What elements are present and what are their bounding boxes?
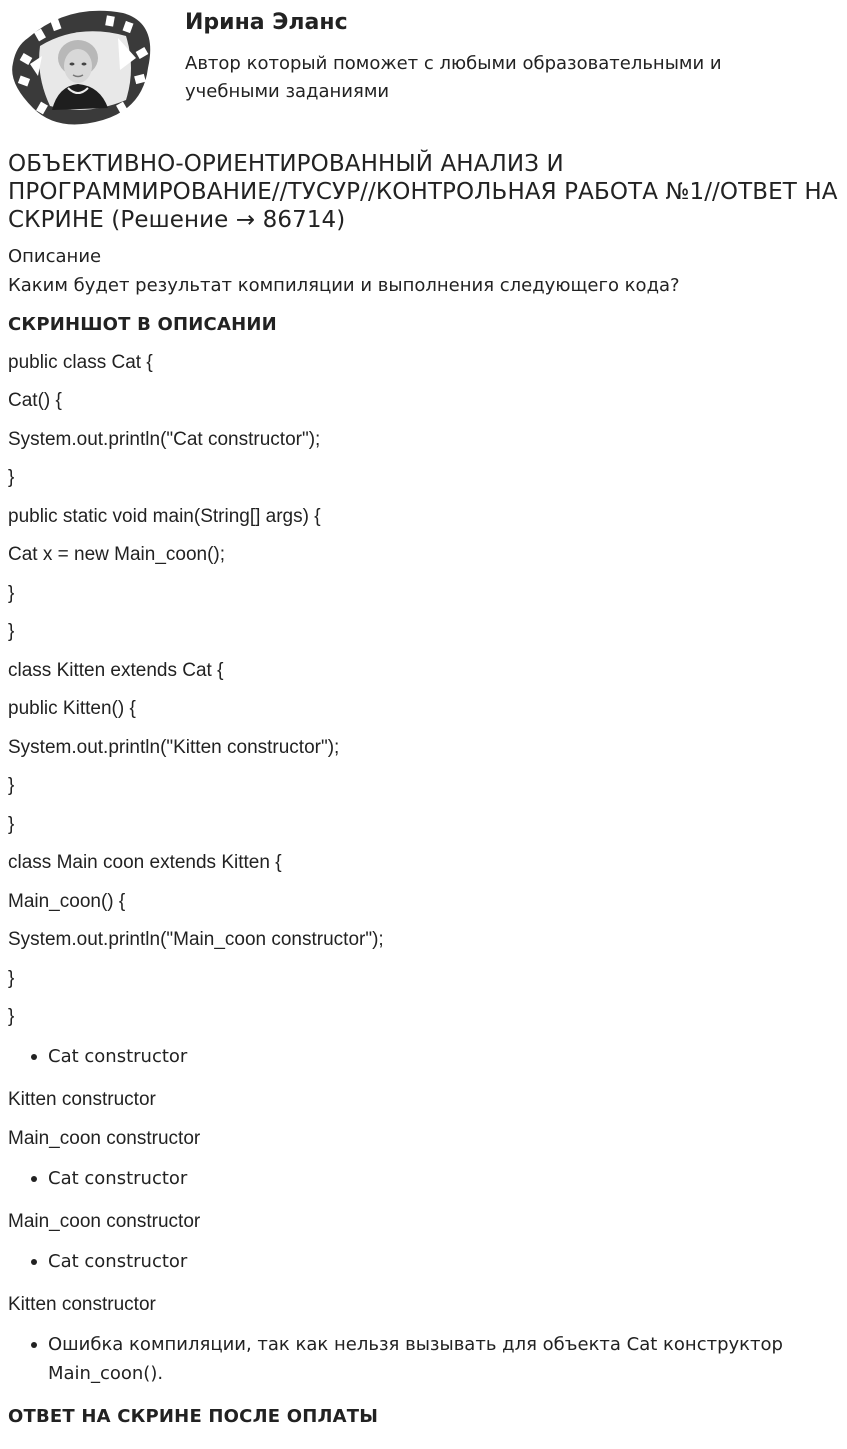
code-line: public class Cat { bbox=[8, 352, 153, 373]
code-line: Cat() { bbox=[8, 390, 62, 411]
answer-option-1-line: Main_coon constructor bbox=[8, 1128, 201, 1149]
author-description: Автор который поможет с любыми образовательными и учебными заданиями bbox=[185, 53, 722, 102]
code-line: } bbox=[8, 621, 15, 642]
code-line: Cat x = new Main_coon(); bbox=[8, 544, 226, 565]
code-line: } bbox=[8, 583, 15, 604]
code-line: } bbox=[8, 968, 15, 989]
code-line: public static void main(String[] args) { bbox=[8, 506, 321, 527]
code-line: } bbox=[8, 775, 15, 796]
question-text: Каким будет результат компиляции и выполнения следующего кода? bbox=[8, 275, 680, 296]
answer-option-1-line: Kitten constructor bbox=[8, 1089, 156, 1110]
answer-option-1: Cat constructor bbox=[48, 1042, 838, 1071]
screenshot-heading: СКРИНШОТ В ОПИСАНИИ bbox=[8, 314, 277, 335]
code-line: class Kitten extends Cat { bbox=[8, 660, 224, 681]
answer-option-3: Cat constructor bbox=[48, 1247, 838, 1276]
code-line: System.out.println("Kitten constructor"); bbox=[8, 737, 340, 758]
code-line: } bbox=[8, 467, 15, 488]
answer-option-3-line: Kitten constructor bbox=[8, 1294, 156, 1315]
answer-option-4: Ошибка компиляции, так как нельзя вызывать для объекта Cat конструктор Main_coon(). bbox=[48, 1330, 838, 1388]
answer-heading: ОТВЕТ НА СКРИНЕ ПОСЛЕ ОПЛАТЫ bbox=[8, 1406, 379, 1427]
author-card bbox=[8, 0, 839, 140]
code-line: class Main coon extends Kitten { bbox=[8, 852, 282, 873]
code-line: public Kitten() { bbox=[8, 698, 136, 719]
code-line: System.out.println("Cat constructor"); bbox=[8, 429, 321, 450]
code-line: System.out.println("Main_coon constructor"); bbox=[8, 929, 384, 950]
avatar[interactable] bbox=[8, 8, 158, 128]
code-line: } bbox=[8, 814, 15, 835]
code-line: Main_coon() { bbox=[8, 891, 126, 912]
description-label: Описание bbox=[8, 246, 102, 267]
code-line: } bbox=[8, 1006, 15, 1027]
page bbox=[8, 0, 839, 1427]
film-frame-avatar-icon bbox=[8, 8, 158, 128]
author-name[interactable]: Ирина Эланс bbox=[185, 10, 348, 35]
answer-option-2: Cat constructor bbox=[48, 1164, 838, 1193]
answer-option-2-line: Main_coon constructor bbox=[8, 1211, 201, 1232]
page-title: ОБЪЕКТИВНО-ОРИЕНТИРОВАННЫЙ АНАЛИЗ И ПРОГРАММИРОВАНИЕ//ТУСУР//КОНТРОЛЬНАЯ РАБОТА №1//ОТВЕТ НА СКРИНЕ (Решение → 86714) bbox=[8, 151, 838, 233]
